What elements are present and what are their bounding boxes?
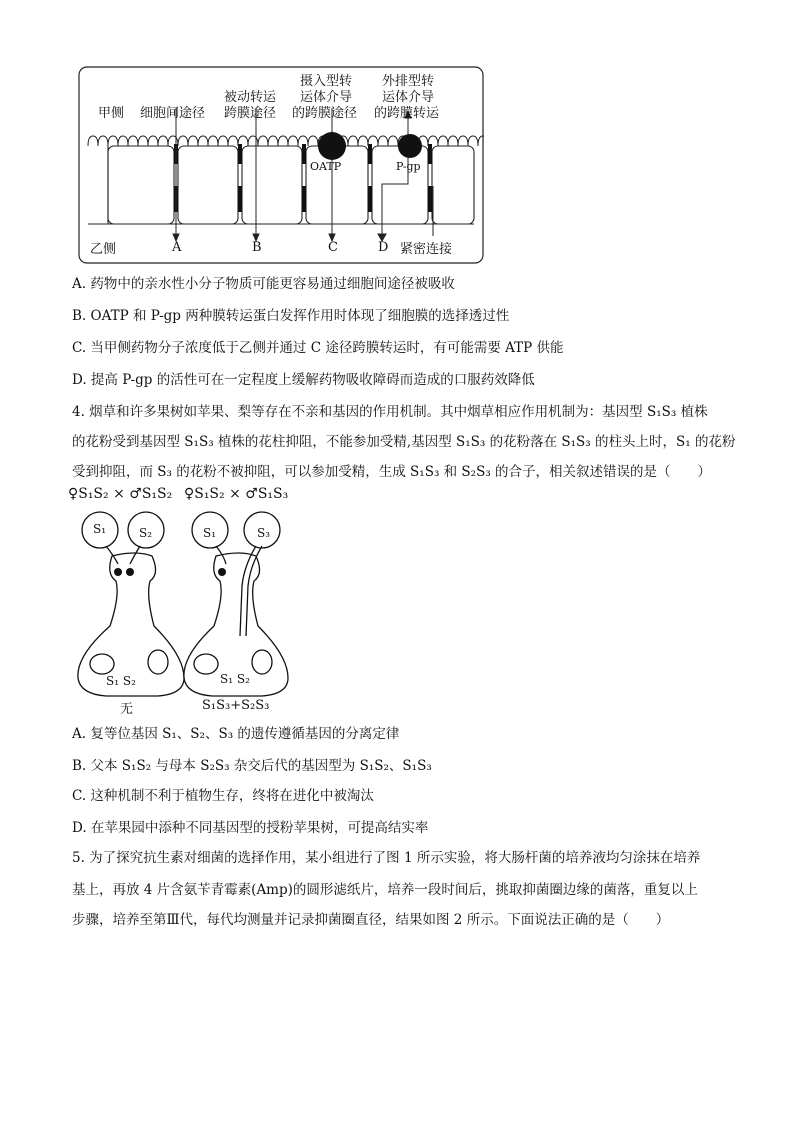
label-tight-junction: 紧密连接 xyxy=(400,242,453,257)
label-pgp: P-gp xyxy=(396,160,421,173)
tight-junction-marks xyxy=(174,144,432,212)
label-uptake-3: 的跨膜途径 xyxy=(292,106,358,121)
label-yi-side: 乙侧 xyxy=(90,242,117,257)
transport-figure xyxy=(78,66,484,264)
right-pollen-s3-label: S₃ xyxy=(257,526,271,540)
q3-option-c: C. 当甲侧药物分子浓度低于乙侧并通过 C 途径跨膜转运时，有可能需要 ATP 供能 xyxy=(72,340,564,356)
cross-left-label: ♀S₁S₂ × ♂S₁S₂ xyxy=(68,486,173,502)
label-efflux-3: 的跨膜转运 xyxy=(374,106,440,121)
label-route-d: D xyxy=(378,240,389,255)
label-route-c: C xyxy=(328,240,338,255)
left-pollen-s1-label: S₁ xyxy=(93,522,107,536)
q4-option-a: A. 复等位基因 S₁、S₂、S₃ 的遗传遵循基因的分离定律 xyxy=(72,726,400,742)
q5-stem-line1: 5. 为了探究抗生素对细菌的选择作用，某小组进行了图 1 所示实验，将大肠杆菌的培养液均匀涂抹在培养 xyxy=(72,850,701,866)
q5-stem-line3: 步骤，培养至第Ⅲ代，每代均测量并记录抑菌圈直径，结果如图 2 所示。下面说法正确的是（ ） xyxy=(72,912,670,928)
pollination-figure xyxy=(66,486,306,720)
label-jia-side: 甲侧 xyxy=(98,106,125,121)
q4-option-c: C. 这种机制不利于植物生存，终将在进化中被淘汰 xyxy=(72,788,374,804)
label-passive-2: 跨膜途径 xyxy=(224,106,277,121)
left-pollen-s2-label: S₂ xyxy=(139,526,153,540)
label-efflux-2: 运体介导 xyxy=(382,90,435,105)
label-paracellular: 细胞间途径 xyxy=(140,106,206,121)
q4-stem-line3: 受到抑阻，而 S₃ 的花粉不被抑阻，可以参加受精，生成 S₁S₃ 和 S₂S₃ 的合子，相关叙述错误的是（ ） xyxy=(72,464,712,480)
label-oatp: OATP xyxy=(310,160,342,173)
q3-option-d: D. 提高 P-gp 的活性可在一定程度上缓解药物吸收障碍而造成的口服药效降低 xyxy=(72,372,535,388)
epithelial-cells xyxy=(88,146,474,224)
label-uptake-2: 运体介导 xyxy=(300,90,353,105)
label-route-a: A xyxy=(172,240,182,255)
left-ovary-label: S₁ S₂ xyxy=(106,674,136,688)
q4-stem-line2: 的花粉受到基因型 S₁S₃ 植株的花柱抑阻，不能参加受精,基因型 S₁S₃ 的花粉落在 S₁S₃ 的柱头上时，S₁ 的花粉 xyxy=(72,434,736,450)
oatp-transporter xyxy=(318,132,346,160)
q5-stem-line2: 基上，再放 4 片含氨苄青霉素(Amp)的圆形滤纸片，培养一段时间后，挑取抑菌圈边缘的菌落，重复以上 xyxy=(72,882,698,898)
label-efflux-1: 外排型转 xyxy=(382,74,435,89)
pollen-tube xyxy=(240,546,262,636)
label-uptake-1: 摄入型转 xyxy=(300,74,353,89)
right-result-label: S₁S₃+S₂S₃ xyxy=(202,698,270,713)
label-route-b: B xyxy=(252,240,262,255)
q4-option-d: D. 在苹果园中添种不同基因型的授粉苹果树，可提高结实率 xyxy=(72,820,429,836)
q4-option-b: B. 父本 S₁S₂ 与母本 S₂S₃ 杂交后代的基因型为 S₁S₂、S₁S₃ xyxy=(72,758,432,774)
transport-arrows xyxy=(173,108,433,241)
cross-right-label: ♀S₁S₂ × ♂S₁S₃ xyxy=(184,486,289,502)
right-ovary-label: S₁ S₂ xyxy=(220,672,250,686)
right-pollen-s1-label: S₁ xyxy=(203,526,217,540)
microvilli xyxy=(88,136,484,146)
q3-option-a: A. 药物中的亲水性小分子物质可能更容易通过细胞间途径被吸收 xyxy=(72,276,455,292)
pgp-transporter xyxy=(398,134,422,158)
q3-option-b: B. OATP 和 P-gp 两种膜转运蛋白发挥作用时体现了细胞膜的选择透过性 xyxy=(72,308,510,324)
left-result-label: 无 xyxy=(120,702,134,717)
q4-stem-line1: 4. 烟草和许多果树如苹果、梨等存在不亲和基因的作用机制。其中烟草相应作用机制为：基因型 S₁S₃ 植株 xyxy=(72,404,708,420)
label-passive-1: 被动转运 xyxy=(224,90,277,105)
